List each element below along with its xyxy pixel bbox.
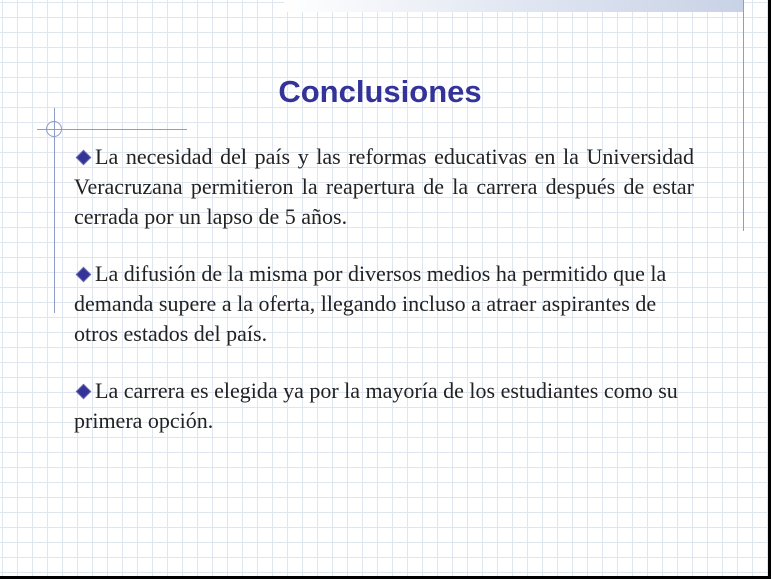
- top-gradient-bar: [284, 0, 744, 12]
- bullet-text: La carrera es elegida ya por la mayoría de los estudiantes como su primera opción.: [74, 378, 678, 433]
- bullet-text: La difusión de la misma por diversos medios ha permitido que la demanda supere a la oferta, llegando incluso a atraer aspirantes de otros estados del país.: [74, 261, 667, 346]
- slide-title: Conclusiones: [278, 74, 482, 109]
- left-accent-line: [54, 108, 55, 313]
- diamond-bullet-icon: [76, 384, 92, 400]
- bullet-text: La necesidad del país y las reformas educativas en la Universidad Veracruzana permitieron la reapertura de la carrera después de estar cerrada por un lapso de 5 años.: [74, 144, 694, 229]
- circle-ornament-icon: [46, 121, 62, 137]
- bullet-list: [74, 142, 694, 463]
- right-accent-line: [743, 0, 744, 231]
- bullet-item: [74, 259, 694, 349]
- diamond-bullet-icon: [76, 267, 92, 283]
- bullet-item: [74, 142, 694, 232]
- diamond-bullet-icon: [76, 150, 92, 166]
- bullet-item: [74, 376, 694, 436]
